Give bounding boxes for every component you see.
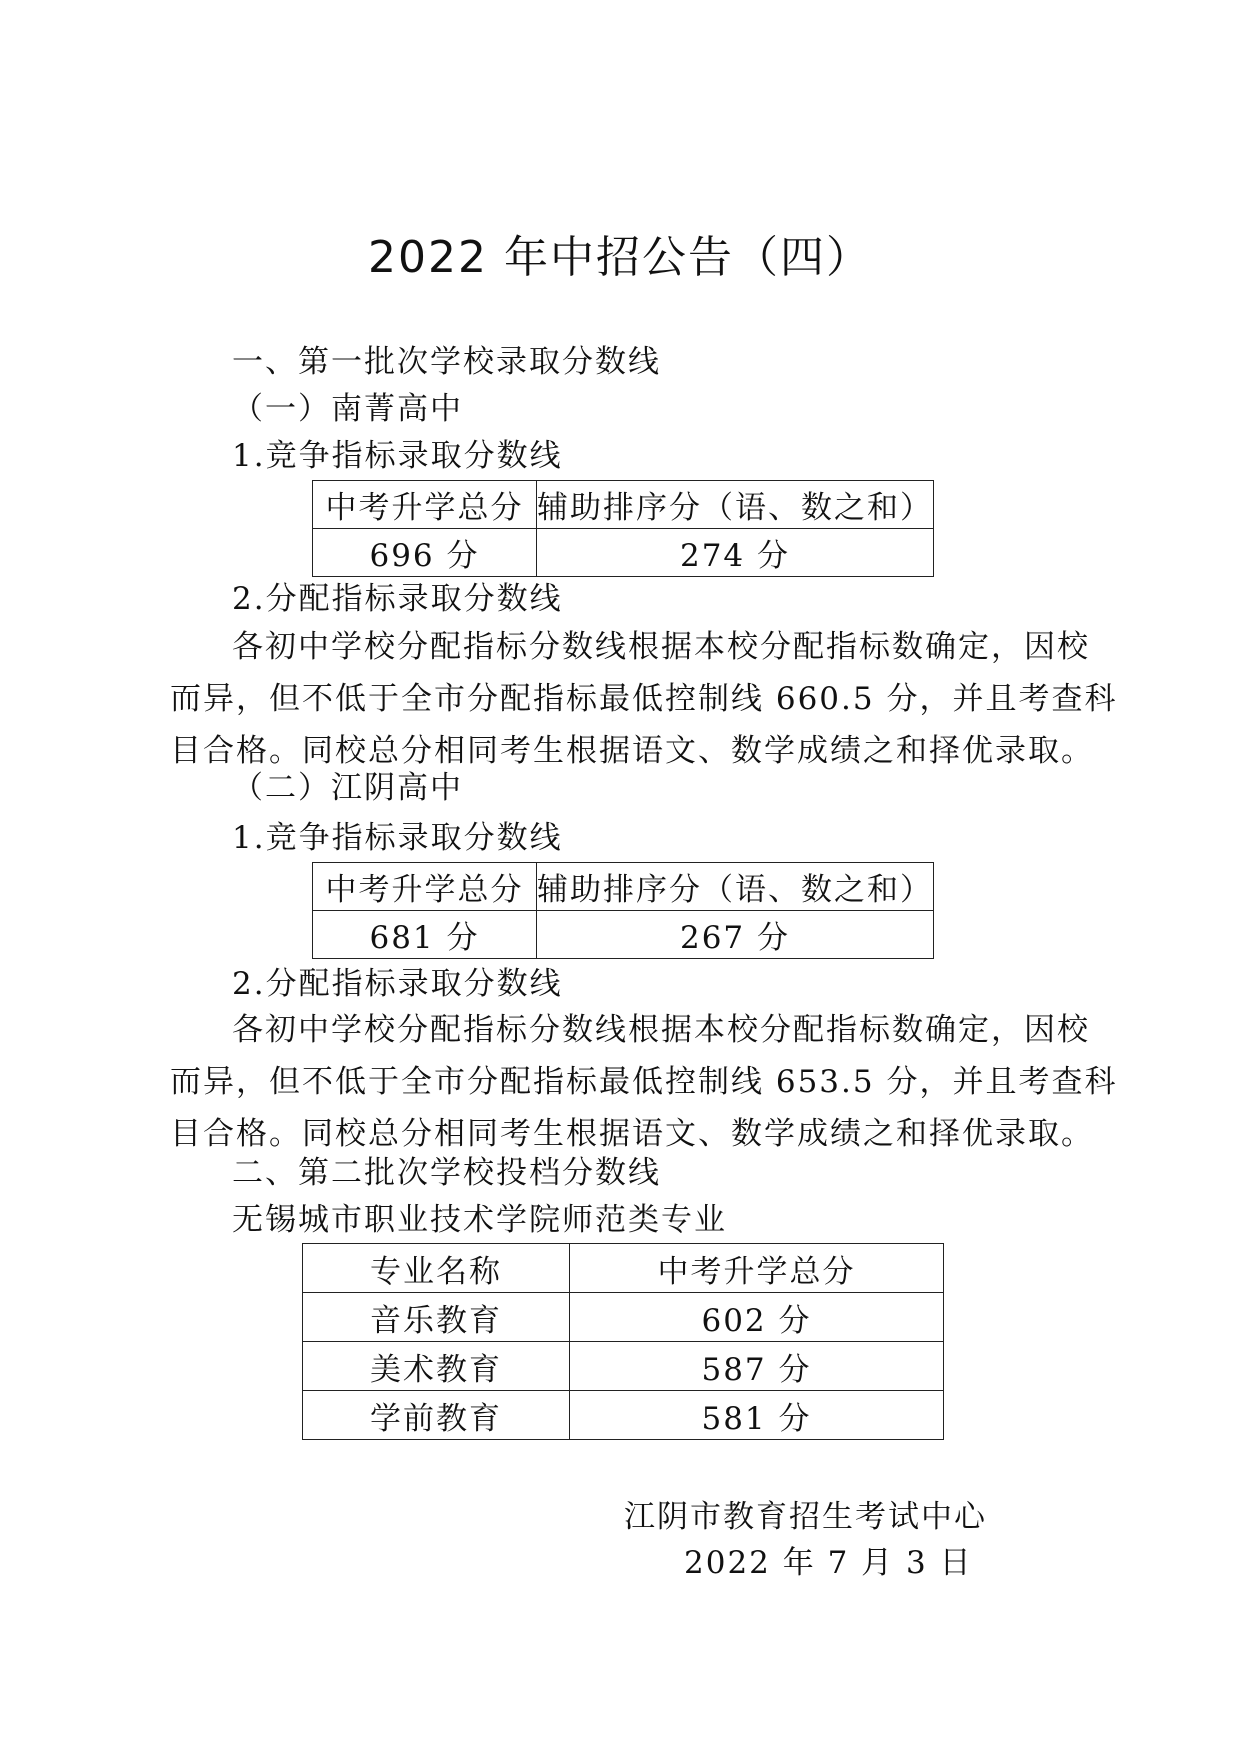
page-title: 2022 年中招公告（四） (368, 232, 872, 283)
paragraph-line: 而异，但不低于全市分配指标最低控制线 660.5 分，并且考查科 (170, 681, 1118, 717)
school1-score-table (312, 480, 934, 577)
school2-paragraph (170, 1004, 1118, 1160)
table-cell: 681 分 (313, 911, 537, 959)
school1-paragraph (170, 621, 1118, 777)
table-cell: 581 分 (570, 1391, 944, 1440)
table-header-cell: 辅助排序分（语、数之和） (537, 863, 934, 911)
table-header-row (313, 863, 934, 911)
table-row (313, 529, 934, 577)
table-cell: 696 分 (313, 529, 537, 577)
table-header-cell: 中考升学总分 (313, 863, 537, 911)
table-row (303, 1391, 944, 1440)
school1-item2-heading: 2.分配指标录取分数线 (232, 581, 563, 617)
table-row (313, 911, 934, 959)
table-header-cell: 专业名称 (303, 1244, 570, 1293)
school1-name: （一）南菁高中 (232, 391, 463, 427)
table-header-cell: 辅助排序分（语、数之和） (537, 481, 934, 529)
table-row (303, 1342, 944, 1391)
table-cell: 学前教育 (303, 1391, 570, 1440)
section1-heading: 一、第一批次学校录取分数线 (232, 344, 661, 380)
signature-org: 江阴市教育招生考试中心 (624, 1499, 987, 1535)
paragraph-line: 各初中学校分配指标分数线根据本校分配指标数确定，因校 (232, 1012, 1090, 1048)
paragraph-line: 各初中学校分配指标分数线根据本校分配指标数确定，因校 (232, 629, 1090, 665)
table-header-cell: 中考升学总分 (313, 481, 537, 529)
section2-subheading: 无锡城市职业技术学院师范类专业 (232, 1202, 727, 1238)
school2-item1-heading: 1.竞争指标录取分数线 (232, 820, 563, 856)
paragraph-line: 目合格。同校总分相同考生根据语文、数学成绩之和择优录取。 (170, 733, 1094, 769)
signature-date: 2022 年 7 月 3 日 (684, 1545, 973, 1581)
table-cell: 602 分 (570, 1293, 944, 1342)
table-row (303, 1293, 944, 1342)
table-header-row (313, 481, 934, 529)
table-header-row (303, 1244, 944, 1293)
section2-heading: 二、第二批次学校投档分数线 (232, 1155, 661, 1191)
table-cell: 587 分 (570, 1342, 944, 1391)
school1-item1-heading: 1.竞争指标录取分数线 (232, 438, 563, 474)
school2-name: （二）江阴高中 (232, 770, 463, 806)
table-cell: 美术教育 (303, 1342, 570, 1391)
table-cell: 267 分 (537, 911, 934, 959)
table-cell: 274 分 (537, 529, 934, 577)
school2-item2-heading: 2.分配指标录取分数线 (232, 966, 563, 1002)
section2-score-table (302, 1243, 944, 1440)
table-header-cell: 中考升学总分 (570, 1244, 944, 1293)
paragraph-line: 而异，但不低于全市分配指标最低控制线 653.5 分，并且考查科 (170, 1064, 1118, 1100)
table-cell: 音乐教育 (303, 1293, 570, 1342)
paragraph-line: 目合格。同校总分相同考生根据语文、数学成绩之和择优录取。 (170, 1116, 1094, 1152)
school2-score-table (312, 862, 934, 959)
